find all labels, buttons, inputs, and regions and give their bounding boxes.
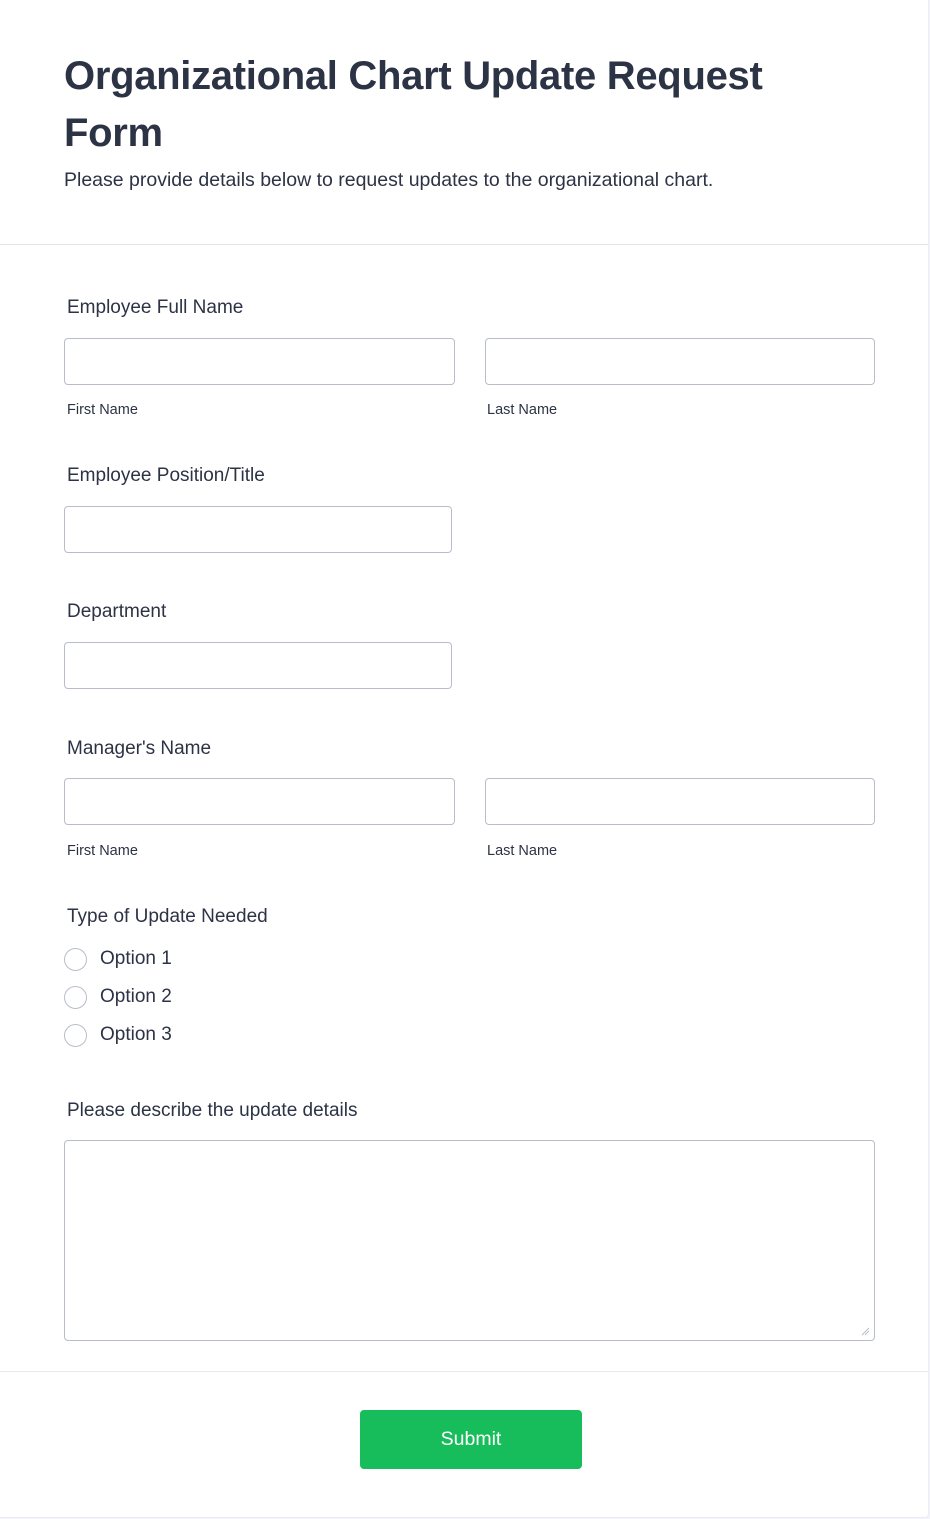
radio-option-label: Option 3 [100,1024,172,1045]
manager-first-name-sublabel: First Name [67,843,138,859]
employee-last-name-sublabel: Last Name [487,402,558,418]
footer-divider [0,1371,928,1372]
department-label: Department [67,601,167,622]
employee-name-label: Employee Full Name [67,297,244,318]
form-header [0,0,928,245]
radio-button-icon[interactable] [64,986,87,1009]
position-input[interactable] [64,506,452,553]
resize-handle-icon[interactable] [860,1326,870,1336]
employee-first-name-sublabel: First Name [67,402,138,418]
form-title: Organizational Chart Update Request Form [64,54,763,155]
manager-first-name-input[interactable] [64,778,455,825]
radio-button-icon[interactable] [64,948,87,971]
radio-option-label: Option 2 [100,986,172,1007]
position-label: Employee Position/Title [67,465,265,486]
manager-last-name-input[interactable] [485,778,875,825]
form-subtitle: Please provide details below to request updates to the organizational chart. [64,169,714,191]
department-input[interactable] [64,642,452,689]
update-type-option-3[interactable] [64,1022,172,1048]
update-type-option-1[interactable] [64,946,172,972]
manager-last-name-sublabel: Last Name [487,843,558,859]
update-type-option-2[interactable] [64,984,172,1010]
details-label: Please describe the update details [67,1100,358,1121]
manager-name-label: Manager's Name [67,738,212,759]
radio-button-icon[interactable] [64,1024,87,1047]
details-textarea[interactable] [64,1140,875,1341]
update-type-label: Type of Update Needed [67,906,268,927]
employee-last-name-input[interactable] [485,338,875,385]
submit-button[interactable]: Submit [360,1410,582,1469]
employee-first-name-input[interactable] [64,338,455,385]
radio-option-label: Option 1 [100,948,172,969]
